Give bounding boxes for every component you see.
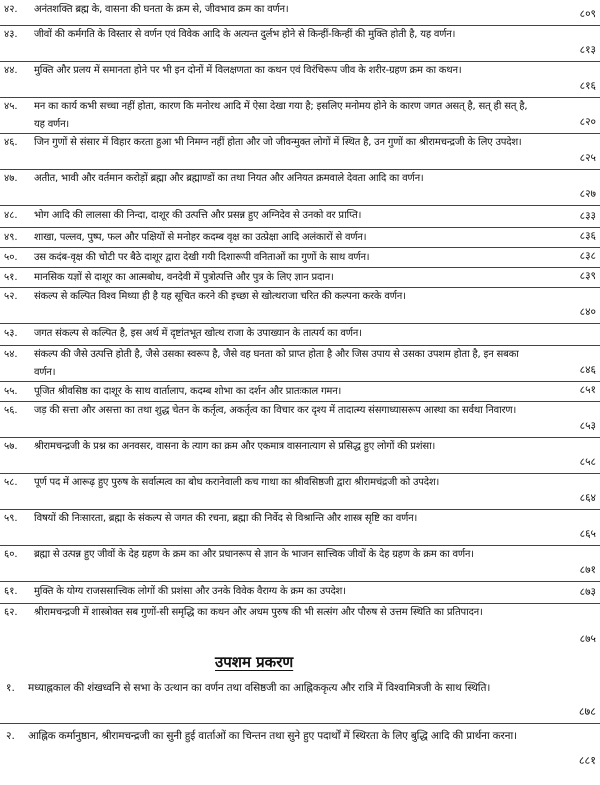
entry-page: ८८१ xyxy=(578,754,596,767)
toc-entry xyxy=(0,546,600,582)
entry-text: विषयों की निःसारता, ब्रह्मा के संकल्प से जगत की रचना, ब्रह्मा की निर्वेद से विश्रान्ति और शास्त्र सृष्टि का वर्णन। xyxy=(34,513,418,524)
toc-entry xyxy=(0,98,600,134)
toc-entry xyxy=(0,724,600,772)
toc-entry xyxy=(0,248,600,268)
entry-text: मध्याह्नकाल की शंखध्वनि से सभा के उत्थान का वर्णन तथा वसिष्ठजी का आह्निककृत्य और रात्रि में विश्वामित्रजी के साथ स्थिति। xyxy=(28,682,491,694)
entry-page: ८७३ xyxy=(579,586,596,598)
entry-text: आह्निक कर्मानुष्ठान, श्रीरामचन्द्रजी का सुनी हुई वार्ताओं का चिन्तन तथा सुने हुए पदार्थों में स्थिरता के लिए बुद्धि आदि की प्रार्थना करना। xyxy=(28,730,517,742)
entry-number: ६१. xyxy=(4,586,18,597)
entry-page: ८६४ xyxy=(579,492,596,504)
entry-page: ८१३ xyxy=(579,44,596,56)
entry-text: मन का कार्य कभी सच्चा नहीं होता, कारण कि मनोरथ आदि में ऐसा देखा गया है; इसलिए मनोमय होने के कारण जगत असत् है, सत् ही सत् है, यह वर्णन। xyxy=(34,101,528,130)
toc-entry xyxy=(0,604,600,650)
entry-page: ८३३ xyxy=(579,210,596,222)
entry-page: ८१६ xyxy=(579,80,596,92)
entry-number: ५३. xyxy=(4,328,18,339)
toc-entry xyxy=(0,402,600,438)
entry-text: संकल्प से कल्पित विश्व मिथ्या ही है यह सूचित करने की इच्छा से खोत्थराजा चरित की कल्पना करके वर्णन। xyxy=(34,291,406,302)
entry-text: मुक्ति के योग्य राजससात्त्विक लोगों की प्रशंसा और उनके विवेक वैराग्य के क्रम का उपदेश। xyxy=(34,586,346,597)
entry-page: ८२७ xyxy=(579,188,596,200)
toc-entry xyxy=(0,288,600,324)
entry-page: ८५३ xyxy=(579,420,596,432)
toc-entry xyxy=(0,0,600,26)
entry-text: जड़ की सत्ता और असत्ता का तथा शुद्ध चेतन के कर्तृत्व, अकर्तृत्व का विचार कर दृश्य में तादात्म्य संसगाध्यासरूप आस्था का सर्वथा निवारण। xyxy=(34,405,517,416)
toc-entry xyxy=(0,206,600,228)
entry-text: अतीत, भावी और वर्तमान करोड़ों ब्रह्मा और ब्रह्माण्डों का तथा नियत और अनियत क्रमवाले देवता आदि का वर्णन। xyxy=(34,173,424,184)
toc-entry xyxy=(0,26,600,62)
entry-number: ४६. xyxy=(4,137,18,148)
entry-number: २. xyxy=(6,730,15,742)
entry-text: शाखा, पल्लव, पुष्प, फल और पक्षियों से मनोहर कदम्ब वृक्ष का उत्प्रेक्षा आदि अलंकारों से वर्णन। xyxy=(34,232,367,243)
entry-number: ५९. xyxy=(4,513,18,524)
entry-text: भोग आदि की लालसा की निन्दा, दाशूर की उत्पत्ति और प्रसन्न हुए अग्निदेव से उनको वर प्राप्ति। xyxy=(34,210,362,221)
entry-number: ४४. xyxy=(4,65,18,76)
toc-entry xyxy=(0,382,600,402)
entry-text: संकल्प की जैसे उत्पत्ति होती है, जैसे उसका स्वरूप है, जैसे वह घनता को प्राप्त होता है और जिस उपाय से उसका उपशम होता है, इन सबका वर्णन। xyxy=(34,349,519,378)
toc-entry xyxy=(0,134,600,170)
entry-text: श्रीरामचन्द्रजी के प्रश्न का अनवसर, वासना के त्याग का क्रम और एकमात्र वासनात्याग से प्रसिद्ध हुए लोगों की प्रशंसा। xyxy=(34,441,436,452)
entry-text: ब्रह्मा से उत्पन्न हुए जीवों के देह ग्रहण के क्रम का और प्रधानरूप से ज्ञान के भाजन सात्त्विक जीवों के देह ग्रहण के क्रम का वर्णन। xyxy=(34,549,474,560)
entry-text: पूजित श्रीवसिष्ठ का दाशूर के साथ वार्तालाप, कदम्ब शोभा का दर्शन और प्रातःकाल गमन। xyxy=(34,386,342,397)
toc-entry xyxy=(0,582,600,604)
toc-entry xyxy=(0,346,600,382)
entry-text: जिन गुणों से संसार में विहार करता हुआ भी निमग्न नहीं होता और जो जीवन्मुक्त लोगों में स्थित है, उन गुणों का श्रीरामचन्द्रजी के लिए उपदेश। xyxy=(34,137,522,148)
toc-entry xyxy=(0,438,600,474)
entry-text: मुक्ति और प्रलय में समानता होने पर भी इन दोनों में विलक्षणता का कथन एवं विरंचिरूप जीव के शरीर-ग्रहण क्रम का कथन। xyxy=(34,65,462,76)
entry-page: ८३६ xyxy=(579,230,596,242)
entry-page: ८५८ xyxy=(579,456,596,468)
toc-entry xyxy=(0,170,600,206)
entry-text: जगत संकल्प से कल्पित है, इस अर्थ में दृष्टांतभूत खोत्थ राजा के उपाख्यान के तात्पर्य का वर्णन। xyxy=(34,328,362,339)
entry-page: ८४६ xyxy=(579,364,596,376)
toc-entry xyxy=(0,324,600,346)
entry-number: १. xyxy=(6,682,15,694)
entry-number: ४५. xyxy=(4,101,18,112)
entry-text: श्रीरामचन्द्रजी में शास्त्रोक्त सब गुणों-सी समृद्धि का कथन और अधम पुरुष की भी सत्संग और पौरुष से उत्तम स्थिति का प्रतिपादन। xyxy=(34,607,483,618)
entry-number: ५६. xyxy=(4,405,18,416)
entry-page: ८७१ xyxy=(579,564,596,576)
entry-number: ५०. xyxy=(4,252,18,263)
toc-entry xyxy=(0,268,600,288)
toc-entry xyxy=(0,474,600,510)
section-heading: उपशम प्रकरण xyxy=(215,653,294,671)
toc-entry xyxy=(0,510,600,546)
entry-page: ८३८ xyxy=(579,250,596,262)
entry-text: पूर्ण पद में आरूढ़ हुए पुरुष के सर्वात्मत्व का बोध करानेवाली कच गाथा का श्रीवसिष्ठजी द्वारा श्रीरामचंद्रजी को उपदेश। xyxy=(34,477,440,488)
entry-page: ८७८ xyxy=(578,705,596,718)
entry-number: ५५. xyxy=(4,386,18,397)
entry-page: ८६५ xyxy=(579,528,596,540)
entry-number: ६२. xyxy=(4,607,18,618)
entry-number: ४८. xyxy=(4,210,18,221)
entry-number: ५८. xyxy=(4,477,18,488)
entry-page: ८४० xyxy=(579,306,596,318)
entry-page: ८२५ xyxy=(579,152,596,164)
entry-text: उस कदंब-वृक्ष की चोटी पर बैठे दाशूर द्वारा देखी गयी दिशारूपी वनिताओं का गुणों के साथ वर्णन। xyxy=(34,252,370,263)
entry-page: ८२० xyxy=(579,116,596,128)
entry-number: ५४. xyxy=(4,349,18,360)
toc-entry xyxy=(0,228,600,248)
entry-page: ८७५ xyxy=(579,633,596,645)
toc-entry xyxy=(0,676,600,724)
entry-number: ४२. xyxy=(4,4,18,15)
entry-page: ८५१ xyxy=(579,384,596,396)
entry-number: ५७. xyxy=(4,441,18,452)
entry-text: अनंतशक्ति ब्रह्म के, वासना की घनता के क्रम से, जीवभाव क्रम का वर्णन। xyxy=(34,4,289,15)
entry-text: मानसिक यज्ञों से दाशूर का आत्मबोध, वनदेवी में पुत्रोत्पत्ति और पुत्र के लिए ज्ञान प्रदान। xyxy=(34,272,334,283)
entry-number: ४९. xyxy=(4,232,18,243)
entry-text: जीवों की कर्मगति के विस्तार से वर्णन एवं विवेक आदि के अत्यन्त दुर्लभ होने से किन्हीं-किन्हीं की मुक्ति होती है, यह वर्णन। xyxy=(34,29,456,40)
entry-number: ५१. xyxy=(4,272,18,283)
entry-number: ४३. xyxy=(4,29,18,40)
entry-page: ८३९ xyxy=(579,270,596,282)
entry-number: ५२. xyxy=(4,291,18,302)
toc-entry xyxy=(0,62,600,98)
entry-number: ४७. xyxy=(4,173,18,184)
entry-number: ६०. xyxy=(4,549,18,560)
entry-page: ८०९ xyxy=(579,8,596,20)
